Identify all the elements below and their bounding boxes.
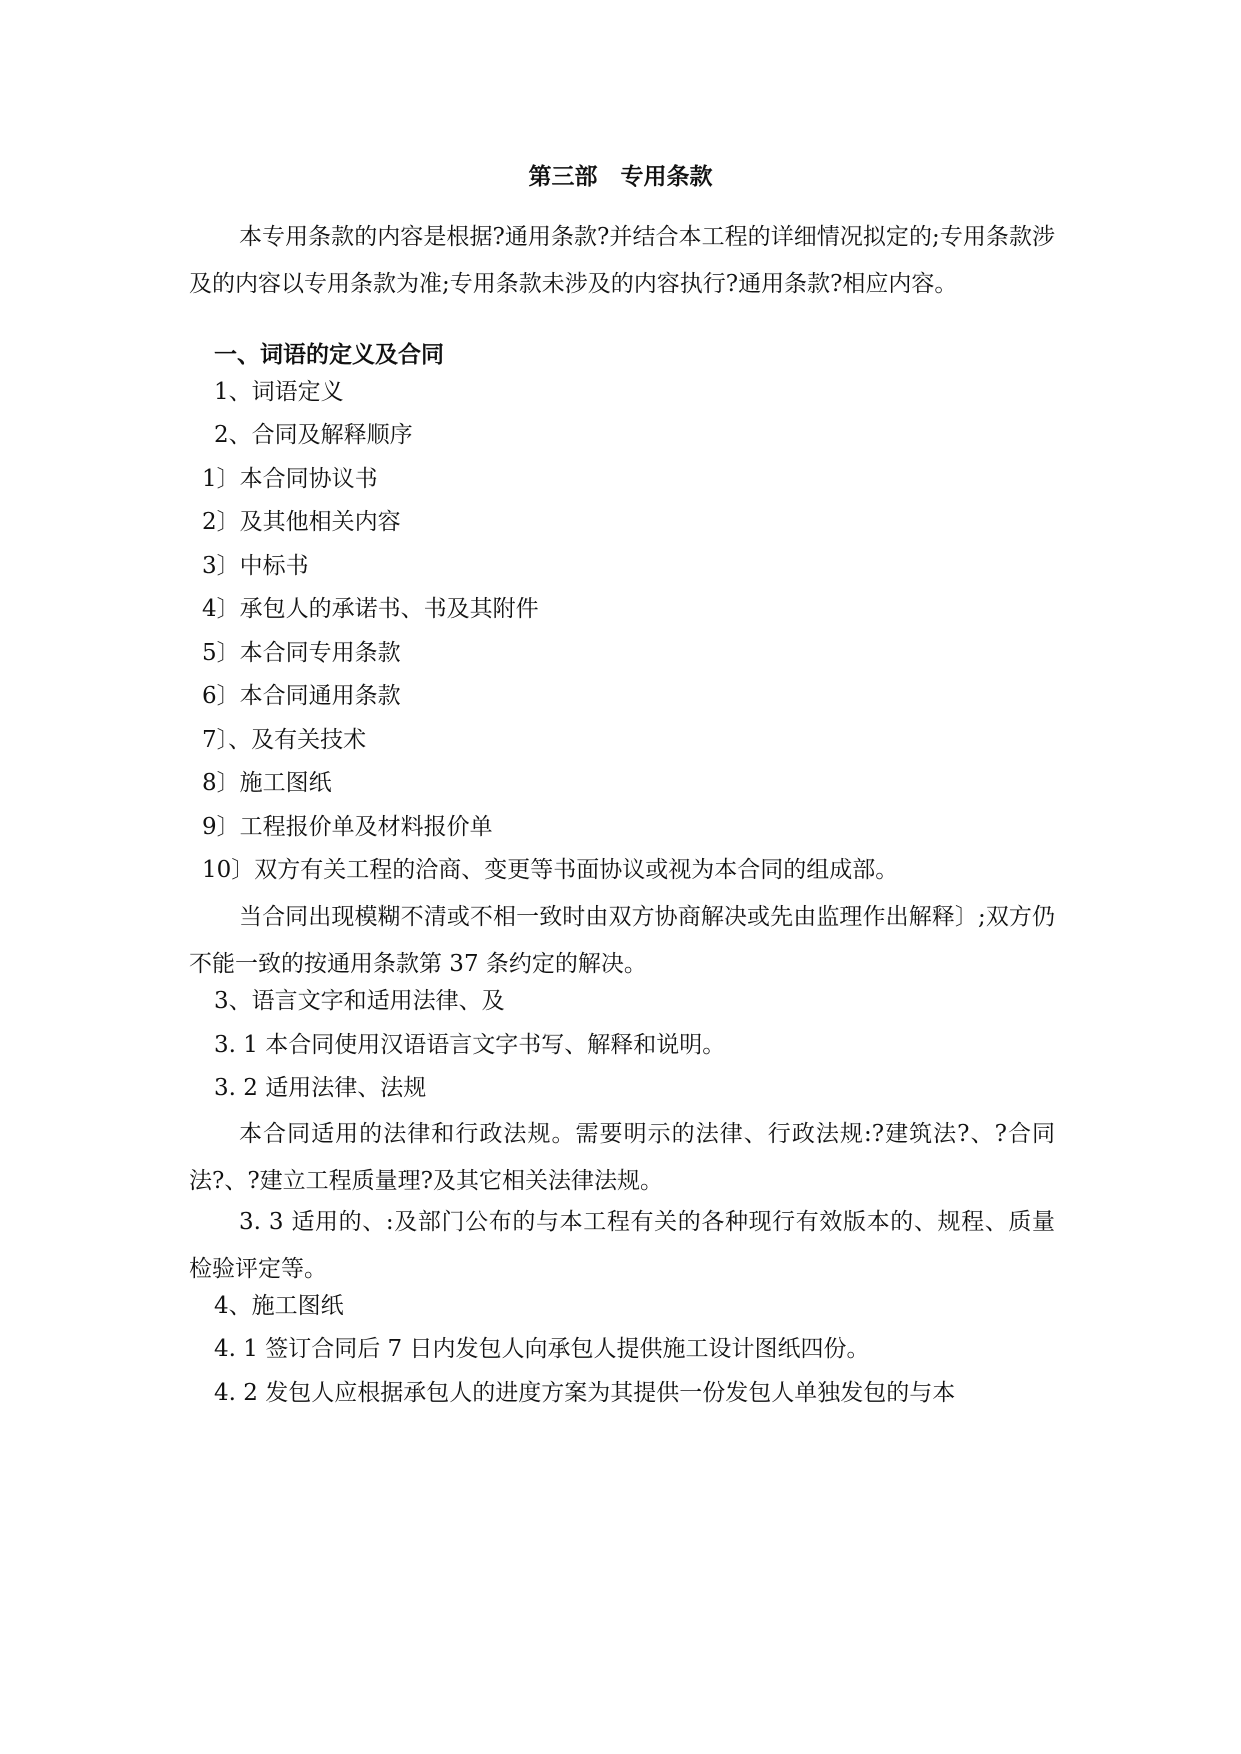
clause-3-1: 3. 1 本合同使用汉语语言文字书写、解释和说明。	[214, 1032, 726, 1058]
list-item: 9〕工程报价单及材料报价单	[202, 814, 493, 840]
clause-2: 2、合同及解释顺序	[214, 422, 413, 448]
clause-3: 3、语言文字和适用法律、及	[214, 988, 505, 1014]
section-heading-definitions: 一、词语的定义及合同	[214, 342, 444, 368]
list-item: 5〕本合同专用条款	[202, 640, 401, 666]
list-item: 4〕承包人的承诺书、书及其附件	[202, 596, 539, 622]
clause-4-1: 4. 1 签订合同后 7 日内发包人向承包人提供施工设计图纸四份。	[214, 1336, 870, 1362]
list-item: 6〕本合同通用条款	[202, 683, 401, 709]
list-item: 3〕中标书	[202, 553, 309, 579]
list-item: 10〕双方有关工程的洽商、变更等书面协议或视为本合同的组成部。	[202, 857, 899, 883]
list-item: 8〕施工图纸	[202, 770, 332, 796]
clause-3-2: 3. 2 适用法律、法规	[214, 1075, 427, 1101]
intro-paragraph: 本专用条款的内容是根据?通用条款?并结合本工程的详细情况拟定的;专用条款涉及的内容以专用条款为准;专用条款未涉及的内容执行?通用条款?相应内容。	[189, 224, 1055, 297]
clause-1: 1、词语定义	[214, 379, 344, 405]
clause-4: 4、施工图纸	[214, 1293, 344, 1319]
list-item: 7〕、及有关技术	[202, 727, 367, 753]
law-paragraph: 本合同适用的法律和行政法规。需要明示的法律、行政法规:?建筑法?、?合同法?、?建立工程质量理?及其它相关法律法规。	[189, 1121, 1055, 1194]
clause-3-3: 3. 3 适用的、:及部门公布的与本工程有关的各种现行有效版本的、规程、质量检验评定等。	[189, 1209, 1055, 1282]
page-title: 第三部 专用条款	[528, 164, 713, 190]
list-item: 2〕及其他相关内容	[202, 509, 401, 535]
clause-4-2: 4. 2 发包人应根据承包人的进度方案为其提供一份发包人单独发包的与本	[214, 1380, 956, 1406]
dispute-paragraph: 当合同出现模糊不清或不相一致时由双方协商解决或先由监理作出解释〕;双方仍不能一致的按通用条款第 37 条约定的解决。	[189, 904, 1055, 977]
list-item: 1〕本合同协议书	[202, 466, 378, 492]
